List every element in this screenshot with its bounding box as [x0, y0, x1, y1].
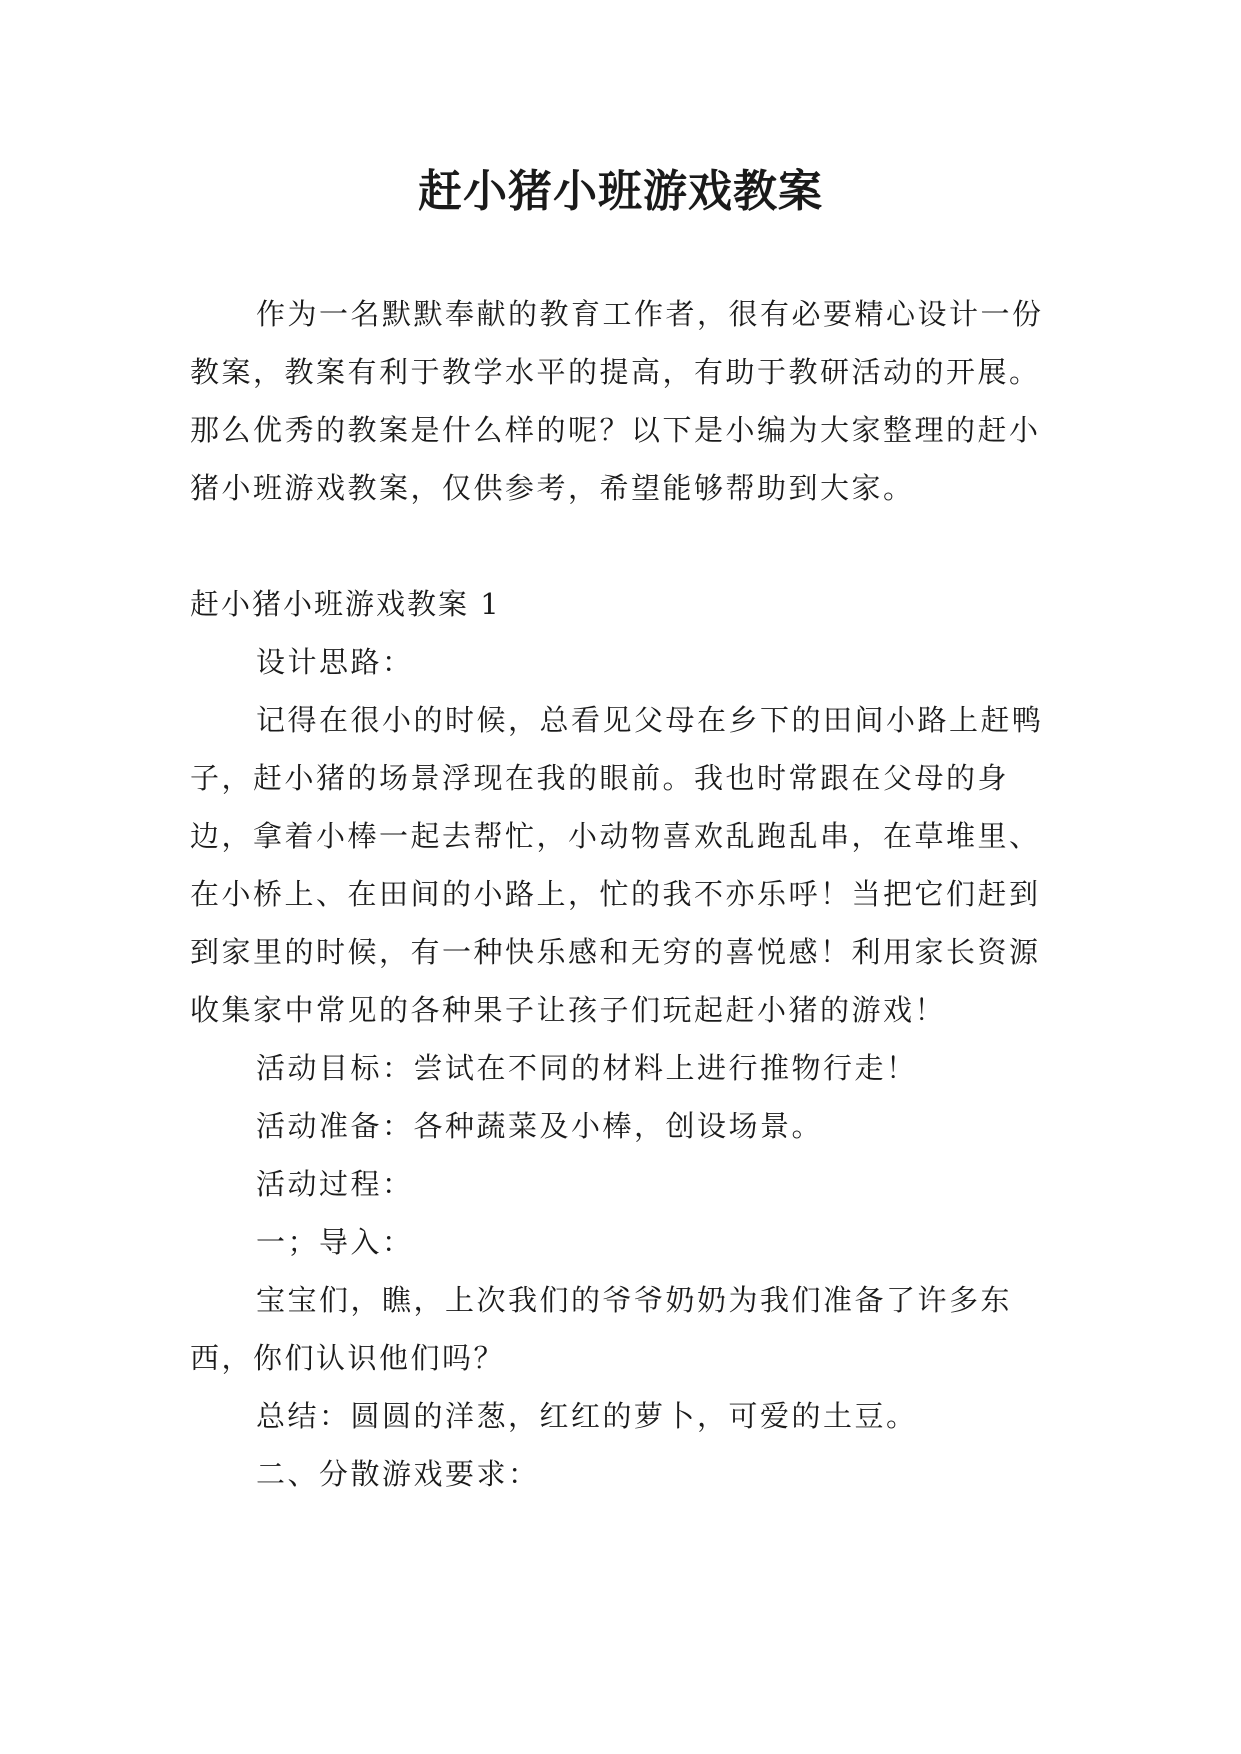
step-one-heading: 一；导入：: [256, 1225, 414, 1259]
document-title: 赶小猪小班游戏教案: [418, 166, 823, 217]
lesson-plan-section: [190, 575, 1060, 1503]
intro-block: [190, 285, 1060, 517]
activity-process-label: 活动过程：: [256, 1167, 414, 1201]
design-idea-paragraph: 记得在很小的时候，总看见父母在乡下的田间小路上赶鸭子，赶小猪的场景浮现在我的眼前。我也时常跟在父母的身边，拿着小棒一起去帮忙，小动物喜欢乱跑乱串，在草堆里、在小桥上、在田间的小路上，忙的我不亦乐呼！当把它们赶到到家里的时候，有一种快乐感和无穷的喜悦感！利用家长资源收集家中常见的各种果子让孩子们玩起赶小猪的游戏！: [190, 703, 1044, 1027]
section-heading: 赶小猪小班游戏教案 1: [190, 587, 501, 621]
step-one-paragraph: 宝宝们，瞧，上次我们的爷爷奶奶为我们准备了许多东西，你们认识他们吗？: [190, 1283, 1013, 1375]
intro-paragraph: 作为一名默默奉献的教育工作者，很有必要精心设计一份教案，教案有利于教学水平的提高，有助于教研活动的开展。那么优秀的教案是什么样的呢？以下是小编为大家整理的赶小猪小班游戏教案，仅供参考，希望能够帮助到大家。: [190, 297, 1044, 505]
step-two-heading: 二、分散游戏要求：: [256, 1457, 540, 1491]
design-idea-label: 设计思路：: [256, 645, 414, 679]
activity-preparation: 活动准备：各种蔬菜及小棒，创设场景。: [256, 1109, 824, 1143]
activity-goal: 活动目标：尝试在不同的材料上进行推物行走！: [256, 1051, 918, 1085]
summary-paragraph: 总结：圆圆的洋葱，红红的萝卜，可爱的土豆。: [256, 1399, 918, 1433]
